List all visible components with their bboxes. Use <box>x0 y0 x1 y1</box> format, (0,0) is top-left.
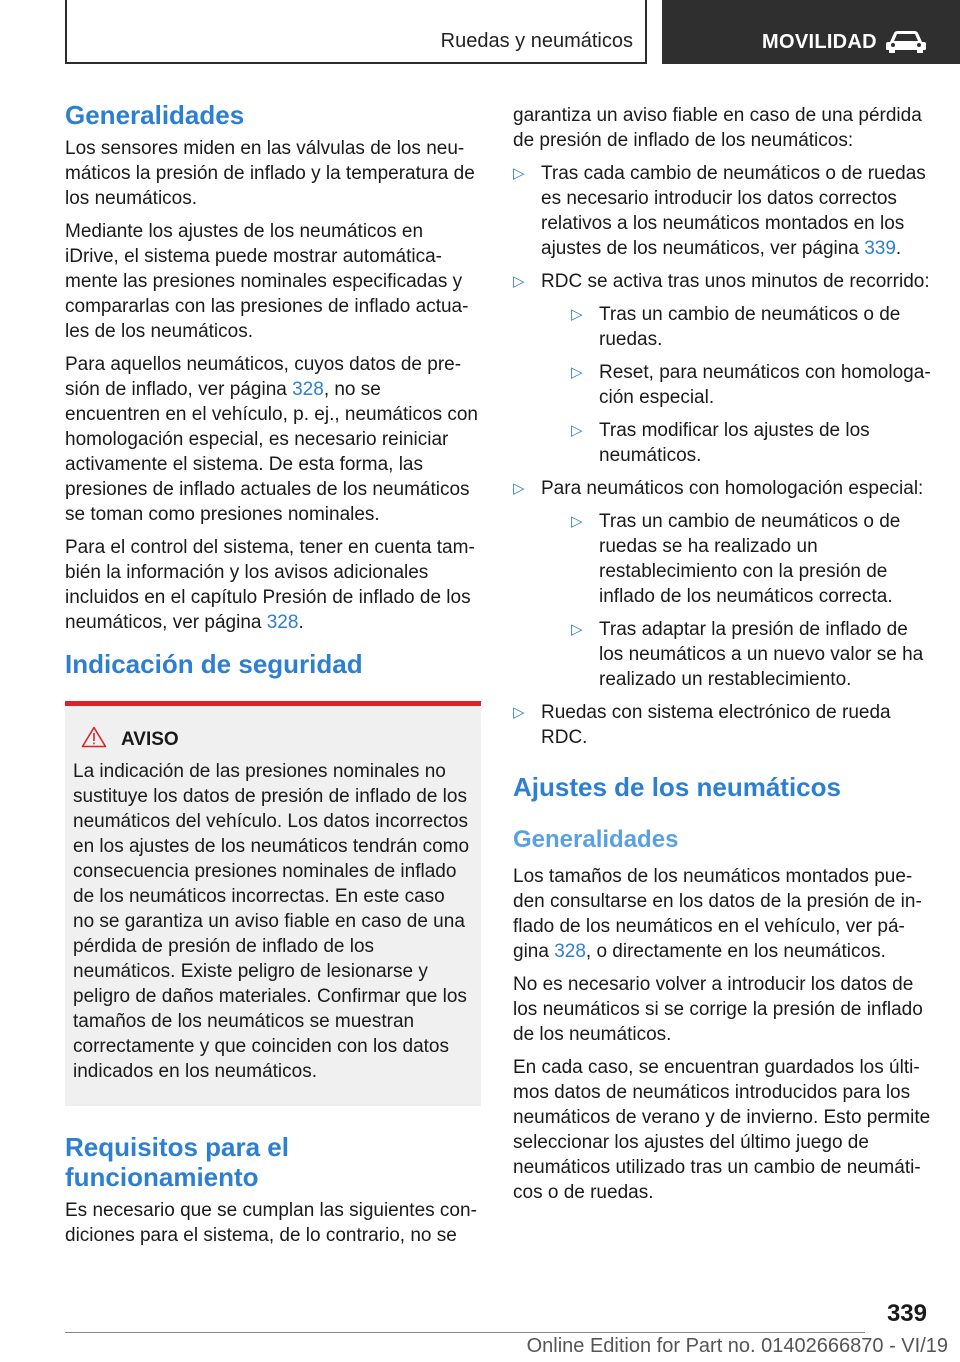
subheading-generalidades: Generalidades <box>513 826 679 853</box>
warning-text: La indicación de las presiones nominales no sustituye los datos de presión de inflado de los neumáticos del vehículo. Los datos incorrectos en los ajustes de los neumáticos tendrán como consecuencia presiones nominales de inflado de los neumáticos incorrectas. En este caso no se garantiza un aviso fiable en caso de una pérdida de presión de inflado de los neumáticos. Existe peligro de lesionarse y peligro de daños materiales. Confirmar que los tamaños de los neumáticos se muestran correctamente y que coinciden con los datos indicados en los neumáticos. <box>73 761 470 1082</box>
triangle-bullet-icon: ▷ <box>571 513 583 530</box>
sub-list-item: ▷ Tras adaptar la presión de inflado de los neumáticos a un nuevo valor se ha realizado un restablecimiento. <box>571 619 924 690</box>
triangle-bullet-icon: ▷ <box>571 422 583 439</box>
sub-list <box>571 302 933 468</box>
triangle-bullet-icon: ▷ <box>513 480 525 497</box>
paragraph-continuation: garantiza un aviso fiable en caso de una pérdida de presión de inflado de los neumáticos: <box>513 105 922 151</box>
heading-generalidades: Generalidades <box>65 100 245 130</box>
warning-icon <box>81 726 107 753</box>
header-section-box <box>65 0 647 64</box>
page-link[interactable]: 328 <box>266 612 299 633</box>
left-column <box>65 100 481 1256</box>
sub-list-item: ▷ Tras un cambio de neumáticos o de ruedas. <box>571 304 901 350</box>
footer-divider <box>65 1332 865 1333</box>
list-item: ▷ Para neumáticos con homologación especial: ▷ Tras un cambio de neumáticos o de ruedas se ha realizado un restablecimiento con la presión de inflado de los neumáticos correcta. ▷ Tras adaptar la presión de inflado de los neumáticos a un nuevo valor se ha realizado un restablecimiento. <box>513 476 933 692</box>
section-title: Ruedas y neumáticos <box>440 30 633 52</box>
paragraph-control: Para el control del sistema, tener en cuenta también la información y los avisos adicionales incluidos en el capítulo Presión de inflado de los neumáticos, ver página 328. <box>65 537 475 633</box>
triangle-bullet-icon: ▷ <box>513 273 525 290</box>
footer-edition: Online Edition for Part no. 01402666870 - VI/19 <box>526 1335 948 1357</box>
list-item: ▷ Ruedas con sistema electrónico de rueda RDC. <box>513 702 891 748</box>
list-item: ▷ RDC se activa tras unos minutos de recorrido: ▷ Tras un cambio de neumáticos o de ruedas. ▷ Reset, para neumáticos con homologación especial. ▷ Tras modificar los ajustes de los neumáticos. <box>513 269 933 468</box>
triangle-bullet-icon: ▷ <box>513 165 525 182</box>
heading-requirements: Requisitos para el funcionamiento <box>65 1132 289 1192</box>
right-column <box>513 103 933 1213</box>
page-number: 339 <box>886 1300 927 1327</box>
paragraph-conditions: Es necesario que se cumplan las siguientes condiciones para el sistema, de lo contrario, no se <box>65 1200 477 1246</box>
page-link[interactable]: 339 <box>864 238 896 259</box>
page-link[interactable]: 328 <box>292 379 324 400</box>
page-link[interactable]: 328 <box>554 941 586 962</box>
chapter-title: MOVILIDAD <box>762 31 877 53</box>
heading-tire-settings: Ajustes de los neumáticos <box>513 772 841 802</box>
car-icon <box>884 28 928 59</box>
sub-list-item: ▷ Reset, para neumáticos con homologación especial. <box>571 362 931 408</box>
sub-list <box>571 509 933 692</box>
paragraph-saved-data: En cada caso, se encuentran guardados los últimos datos de neumáticos introducidos para los neumáticos de verano y de invierno. Esto permite seleccionar los ajustes del último juego de neumáticos utilizado tras un cambio de neumáticos o de ruedas. <box>513 1057 931 1203</box>
chapter-tab[interactable] <box>662 0 960 64</box>
triangle-bullet-icon: ▷ <box>571 306 583 323</box>
paragraph-sensores: Los sensores miden en las válvulas de los neumáticos la presión de inflado y la temperatura de los neumáticos. <box>65 138 475 209</box>
paragraph-no-reentry: No es necesario volver a introducir los datos de los neumáticos si se corrige la presión de inflado de los neumáticos. <box>513 974 923 1045</box>
sub-list-item: ▷ Tras modificar los ajustes de los neumáticos. <box>571 420 870 466</box>
heading-safety: Indicación de seguridad <box>65 649 363 679</box>
sub-list-item: ▷ Tras un cambio de neumáticos o de ruedas se ha realizado un restablecimiento con la presión de inflado de los neumáticos correcta. <box>571 511 901 607</box>
triangle-bullet-icon: ▷ <box>513 704 525 721</box>
warning-title: AVISO <box>121 728 179 750</box>
warning-box <box>65 701 481 1106</box>
triangle-bullet-icon: ▷ <box>571 364 583 381</box>
list-item: ▷ Tras cada cambio de neumáticos o de ruedas es necesario introducir los datos correctos relativos a los neumáticos montados en los ajustes de los neumáticos, ver página 339. <box>513 163 926 259</box>
paragraph-idrive: Mediante los ajustes de los neumáticos en iDrive, el sistema puede mostrar automáticamente las presiones nominales especificadas y compararlas con las presiones de inflado actuales de los neumáticos. <box>65 221 469 342</box>
paragraph-sizes: Los tamaños de los neumáticos montados pueden consultarse en los datos de la presión de inflado de los neumáticos en el vehículo, ver página 328, o directamente en los neumáticos. <box>513 866 922 962</box>
triangle-bullet-icon: ▷ <box>571 621 583 638</box>
paragraph-reset: Para aquellos neumáticos, cuyos datos de presión de inflado, ver página 328, no se encuentren en el vehículo, p. ej., neumáticos con homologación especial, es necesario reiniciar activamente el sistema. De esta forma, las presiones de inflado actuales de los neumáticos se toman como presiones nominales. <box>65 354 478 525</box>
